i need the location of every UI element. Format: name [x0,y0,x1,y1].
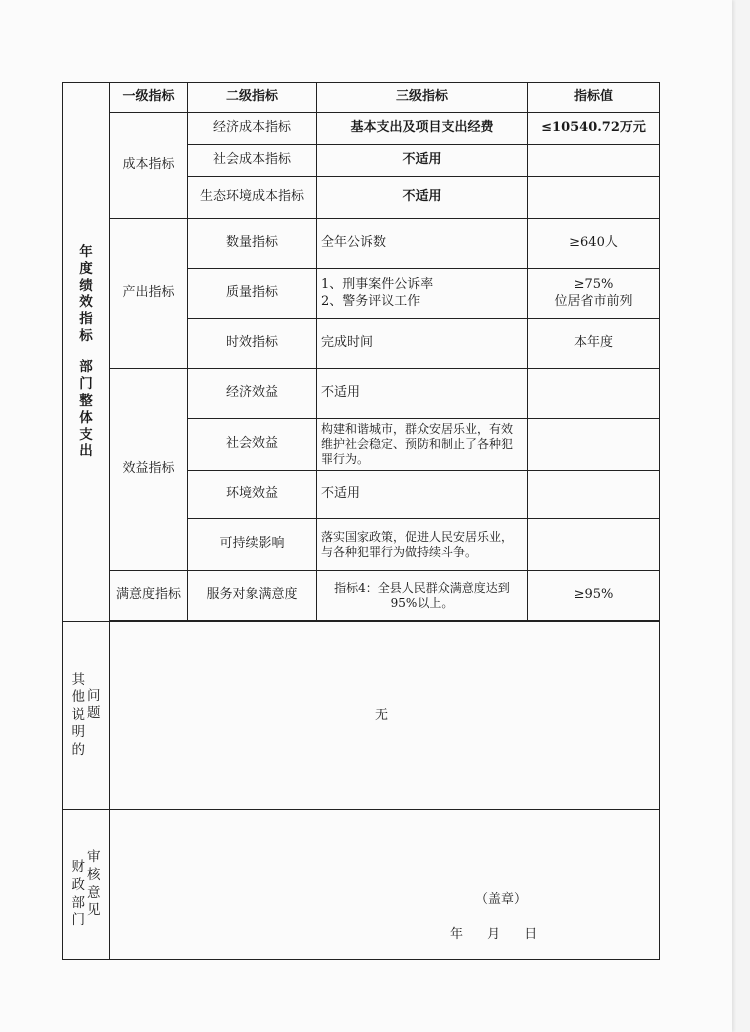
cost-l3-cell: 基本支出及项目支出经费 [317,113,528,145]
finance-review-content-cell [110,810,660,960]
stamp-placeholder: （盖章） [475,892,528,907]
cost-value-cell: ≤10540.72万元 [528,113,660,145]
output-l2-cell: 时效指标 [188,319,317,369]
performance-indicator-table [62,82,660,960]
finance-review-label: 财 政 部 门 审 核 意 见 [63,810,110,960]
output-l3-cell: 全年公诉数 [317,219,528,269]
benefit-l2-cell: 可持续影响 [188,519,317,571]
other-issues-content-cell [110,622,660,810]
cost-l2-cell: 生态环境成本指标 [188,177,317,219]
output-l2-cell: 数量指标 [188,219,317,269]
satisfaction-indicator-label: 满意度指标 [110,571,188,621]
cost-indicator-label: 成本指标 [110,113,188,219]
output-value-line: 位居省市前列 [554,293,633,309]
output-l3-line: 2、警务评议工作 [321,293,421,309]
cost-value-cell [528,145,660,177]
other-issues-content: 无 [375,708,389,723]
benefit-l2-cell: 经济效益 [188,369,317,419]
table-row [63,369,660,419]
side-label-cell [63,83,110,622]
other-issues-label: 其 他 说 明 的 问 题 [63,622,110,810]
benefit-l3-cell: 落实国家政策，促进人民安居乐业，与各种犯罪行为做持续斗争。 [317,519,528,571]
benefit-indicator-label: 效益指标 [110,369,188,571]
output-l3-line: 1、刑事案件公诉率 [321,277,434,293]
benefit-l2-cell: 社会效益 [188,419,317,471]
benefit-l3-cell: 不适用 [317,471,528,519]
benefit-l3-cell: 构建和谐城市，群众安居乐业，有效维护社会稳定、预防和制止了各种犯罪行为。 [317,419,528,471]
table-row [63,571,660,621]
header-value: 指标值 [528,83,660,113]
table-row [63,113,660,145]
cost-l2-cell: 经济成本指标 [188,113,317,145]
output-l3-cell [317,269,528,319]
finance-review-row [63,810,660,960]
cost-l3-cell: 不适用 [317,145,528,177]
header-level2: 二级指标 [188,83,317,113]
output-value-line: ≥75% [573,277,614,293]
output-l2-cell: 质量指标 [188,269,317,319]
table-header-row [63,83,660,113]
cost-value-cell [528,177,660,219]
benefit-l3-cell: 不适用 [317,369,528,419]
benefit-value-cell [528,419,660,471]
output-value-cell: ≥640人 [528,219,660,269]
header-level1: 一级指标 [110,83,188,113]
benefit-value-cell [528,519,660,571]
benefit-value-cell [528,471,660,519]
output-l3-cell: 完成时间 [317,319,528,369]
cost-l3-cell: 不适用 [317,177,528,219]
output-value-cell: 本年度 [528,319,660,369]
header-level3: 三级指标 [317,83,528,113]
other-issues-row [63,622,660,810]
side-label: 年 度 绩 效 指 标 部 门 整 体 支 出 [79,243,93,460]
output-value-cell [528,269,660,319]
satisfaction-value-cell: ≥95% [528,571,660,621]
table-row [63,219,660,269]
satisfaction-l2-cell: 服务对象满意度 [188,571,317,621]
date-placeholder: 年 月 日 [450,927,538,942]
satisfaction-l3-cell: 指标4：全县人民群众满意度达到95%以上。 [317,571,528,621]
cost-l2-cell: 社会成本指标 [188,145,317,177]
benefit-value-cell [528,369,660,419]
benefit-l2-cell: 环境效益 [188,471,317,519]
output-indicator-label: 产出指标 [110,219,188,369]
